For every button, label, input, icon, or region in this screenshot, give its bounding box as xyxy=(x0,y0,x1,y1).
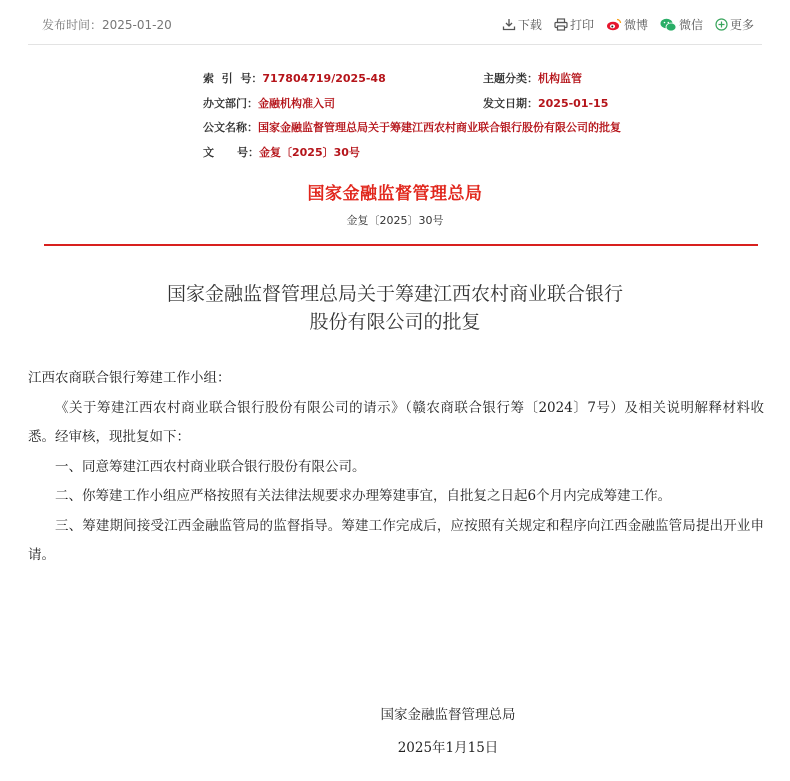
more-icon xyxy=(715,18,728,31)
publish-date-value: 2025-01-20 xyxy=(102,18,172,32)
body-paragraph-2: 一、同意筹建江西农村商业联合银行股份有限公司。 xyxy=(55,458,366,475)
download-label: 下载 xyxy=(517,18,542,32)
meta-docno-label: 文 号： xyxy=(203,146,259,159)
signature-block xyxy=(0,703,790,723)
meta-dept-value: 金融机构准入司 xyxy=(258,97,335,110)
wechat-icon xyxy=(660,18,677,32)
meta-index-label: 索 引 号： xyxy=(203,72,263,85)
meta-category-value: 机构监管 xyxy=(538,72,582,85)
share-toolbar xyxy=(502,16,754,33)
document-title xyxy=(0,280,790,336)
download-icon xyxy=(502,18,516,31)
weibo-icon xyxy=(606,18,622,31)
red-divider xyxy=(44,244,758,246)
document-body xyxy=(28,364,764,571)
meta-name-label: 公文名称： xyxy=(203,121,258,134)
meta-date-value: 2025-01-15 xyxy=(538,97,609,110)
meta-dept xyxy=(203,95,335,111)
meta-dept-label: 办文部门： xyxy=(203,97,258,110)
meta-name-value: 国家金融监督管理总局关于筹建江西农村商业联合银行股份有限公司的批复 xyxy=(258,121,621,134)
print-icon xyxy=(554,18,568,31)
meta-index-value: 717804719/2025-48 xyxy=(262,72,386,85)
wechat-label: 微信 xyxy=(678,18,703,32)
meta-docno xyxy=(203,144,360,160)
meta-category-label: 主题分类： xyxy=(483,72,538,85)
more-share-button[interactable] xyxy=(715,16,754,33)
signature-date-block xyxy=(0,736,790,756)
meta-date xyxy=(483,95,608,111)
salutation: 江西农商联合银行筹建工作小组： xyxy=(28,370,231,386)
weibo-label: 微博 xyxy=(623,18,648,32)
body-paragraph-1: 《关于筹建江西农村商业联合银行股份有限公司的请示》（赣农商联合银行筹〔2024〕7号）及相关说明解释材料收悉。经审核，现批复如下： xyxy=(28,399,764,445)
download-button[interactable] xyxy=(502,16,542,33)
weibo-share-button[interactable] xyxy=(606,16,648,33)
body-paragraph-4: 三、筹建期间接受江西金融监管局的监督指导。筹建工作完成后，应按照有关规定和程序向江西金融监管局提出开业申请。 xyxy=(28,517,764,563)
letterhead-org: 国家金融监督管理总局 xyxy=(307,184,483,204)
wechat-share-button[interactable] xyxy=(660,16,703,33)
meta-name xyxy=(203,119,621,135)
print-button[interactable] xyxy=(554,16,594,33)
title-line-1: 国家金融监督管理总局关于筹建江西农村商业联合银行 xyxy=(166,283,623,305)
meta-date-label: 发文日期： xyxy=(483,97,538,110)
signature-org: 国家金融监督管理总局 xyxy=(380,707,516,723)
meta-category xyxy=(483,70,582,86)
print-label: 打印 xyxy=(569,18,594,32)
publish-date xyxy=(42,16,172,33)
more-label: 更多 xyxy=(729,18,754,32)
signature-date: 2025年1月15日 xyxy=(397,740,499,756)
meta-index xyxy=(203,70,386,86)
meta-docno-value: 金复〔2025〕30号 xyxy=(258,146,360,159)
title-line-2: 股份有限公司的批复 xyxy=(309,311,481,333)
publish-date-label: 发布时间： xyxy=(42,18,103,32)
body-paragraph-3: 二、你筹建工作小组应严格按照有关法律法规要求办理筹建事宜，自批复之日起6个月内完成筹建工作。 xyxy=(55,488,672,504)
letterhead-doc-number: 金复〔2025〕30号 xyxy=(346,214,444,227)
